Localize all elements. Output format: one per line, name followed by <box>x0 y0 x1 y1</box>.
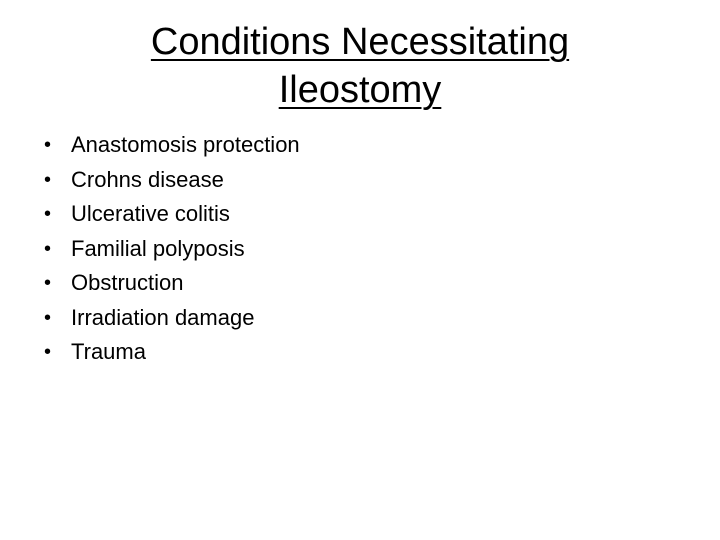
bullet-dot: • <box>44 237 52 260</box>
bullet-dot: • <box>44 306 52 329</box>
slide-title-line-1: Conditions Necessitating <box>150 21 570 63</box>
bullet-text: Trauma <box>71 339 146 364</box>
slide-title <box>108 18 612 114</box>
bullet-dot: • <box>44 203 52 225</box>
bullet-text: Crohns disease <box>71 166 224 192</box>
bullet-dot: • <box>44 272 52 294</box>
slide-title-line-2: Ileostomy <box>278 69 442 111</box>
bullet-text: Familial polyposis <box>71 235 245 261</box>
bullet-text: Irradiation damage <box>71 304 255 330</box>
bullet-text: Ulcerative colitis <box>71 201 230 226</box>
bullet-text: Anastomosis protection <box>71 132 300 157</box>
bullet-text: Obstruction <box>71 270 184 295</box>
bullet-dot: • <box>44 134 52 156</box>
bullet-dot: • <box>44 341 52 363</box>
bullet-dot: • <box>44 168 52 191</box>
